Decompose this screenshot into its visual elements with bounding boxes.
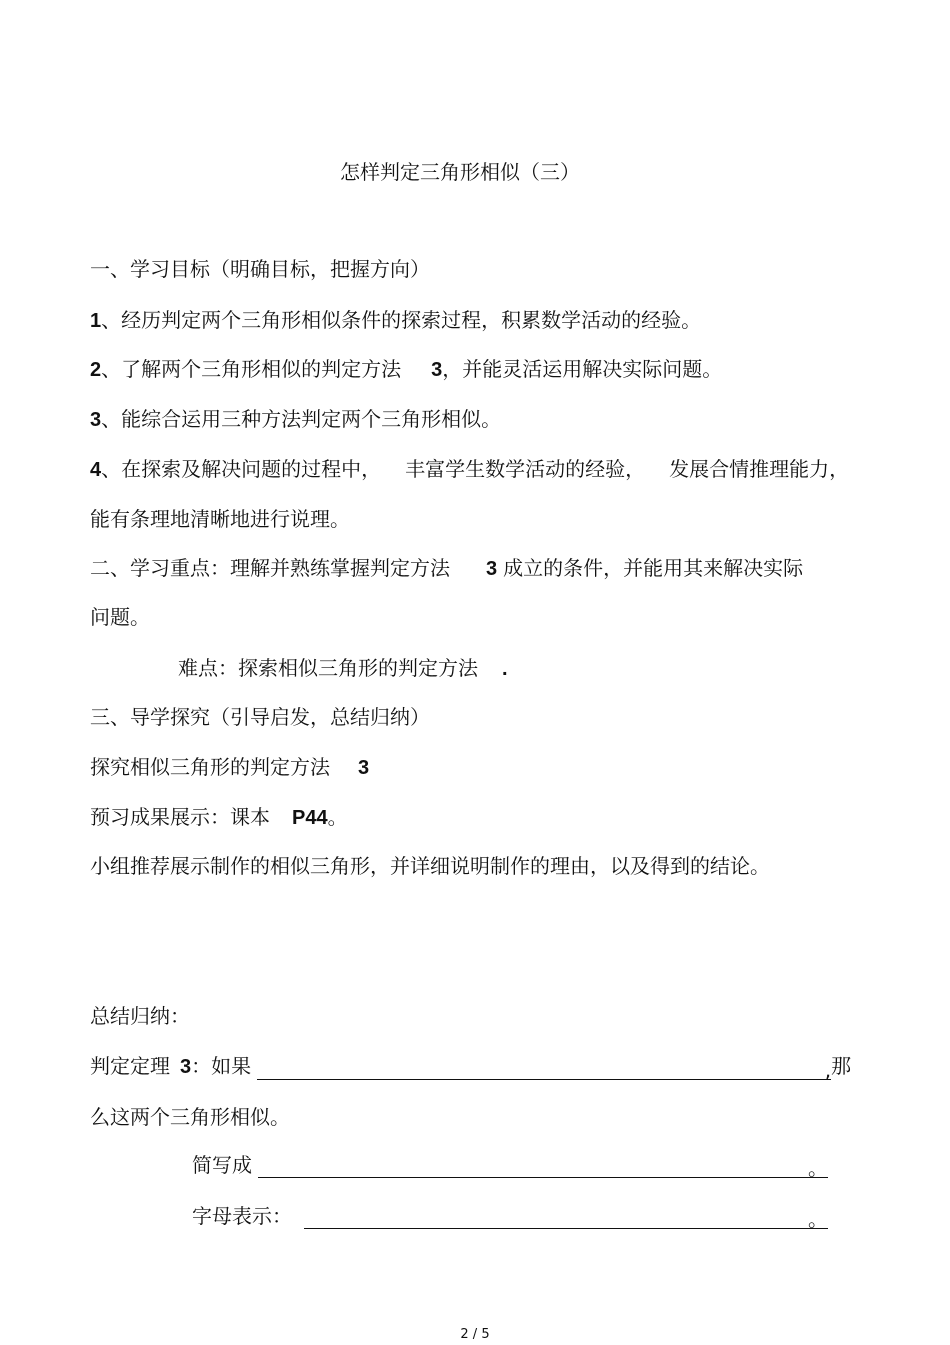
objective-3-text: 、能综合运用三种方法判定两个三角形相似。 bbox=[101, 407, 502, 431]
objective-2-num: 2 bbox=[90, 359, 102, 381]
short-form-blank[interactable] bbox=[258, 1155, 828, 1178]
theorem-blank[interactable] bbox=[257, 1057, 831, 1080]
difficulty-end: . bbox=[502, 658, 508, 680]
summary-heading: 总结归纳： bbox=[90, 1004, 190, 1028]
theorem-label: 判定定理 bbox=[90, 1054, 170, 1078]
explore-text: 探究相似三角形的判定方法 bbox=[90, 755, 330, 779]
letter-form-blank[interactable] bbox=[304, 1206, 828, 1229]
group-line: 小组推荐展示制作的相似三角形，并详细说明制作的理由，以及得到的结论。 bbox=[90, 854, 770, 878]
objective-1-text: 、经历判定两个三角形相似条件的探索过程，积累数学活动的经验。 bbox=[101, 308, 702, 332]
theorem-then: 那 bbox=[831, 1054, 852, 1078]
explore-num: 3 bbox=[358, 757, 370, 779]
objective-3-num: 3 bbox=[90, 409, 102, 431]
page-number: 2 / 5 bbox=[460, 1327, 490, 1342]
section2-heading-cont: 问题。 bbox=[90, 605, 150, 629]
theorem-comma: , bbox=[824, 1058, 832, 1082]
theorem-num: 3 bbox=[180, 1056, 192, 1078]
preview-end: 。 bbox=[327, 805, 348, 829]
objective-1 bbox=[90, 307, 701, 334]
objective-4-text-c: 发展合情推理能力， bbox=[669, 457, 850, 481]
preview-page: P44 bbox=[292, 807, 328, 829]
section2-method-num: 3 bbox=[486, 558, 498, 580]
difficulty bbox=[178, 655, 508, 682]
letter-form-end: 。 bbox=[808, 1207, 828, 1231]
letter-form-label: 字母表示： bbox=[192, 1204, 292, 1228]
section2-heading bbox=[90, 555, 803, 582]
objective-3 bbox=[90, 406, 501, 433]
theorem-if: ：如果 bbox=[191, 1054, 252, 1078]
theorem-line bbox=[90, 1053, 851, 1080]
theorem-cont: 么这两个三角形相似。 bbox=[90, 1105, 290, 1129]
objective-4-text-b: 丰富学生数学活动的经验， bbox=[405, 457, 646, 481]
objective-4-num: 4 bbox=[90, 459, 102, 481]
section1-heading: 一、学习目标（明确目标，把握方向） bbox=[90, 257, 430, 281]
objective-1-num: 1 bbox=[90, 310, 102, 332]
preview-line bbox=[90, 804, 348, 831]
section3-heading: 三、导学探究（引导启发，总结归纳） bbox=[90, 705, 430, 729]
objective-4-text-a: 、在探索及解决问题的过程中， bbox=[101, 457, 382, 481]
section2-heading-a: 二、学习重点：理解并熟练掌握判定方法 bbox=[90, 556, 450, 580]
section2-heading-b: 成立的条件，并能用其来解决实际 bbox=[503, 556, 804, 580]
explore-line bbox=[90, 754, 369, 781]
difficulty-text: 难点：探索相似三角形的判定方法 bbox=[178, 656, 478, 680]
short-form-line bbox=[192, 1152, 828, 1178]
short-form-label: 简写成 bbox=[192, 1153, 252, 1177]
page-title: 怎样判定三角形相似（三） bbox=[340, 160, 580, 184]
objective-2 bbox=[90, 356, 722, 383]
objective-2-text-a: 、了解两个三角形相似的判定方法 bbox=[101, 357, 402, 381]
letter-form-line bbox=[192, 1203, 828, 1229]
objective-2-method-num: 3 bbox=[431, 359, 443, 381]
preview-text: 预习成果展示：课本 bbox=[90, 805, 270, 829]
objective-4-cont: 能有条理地清晰地进行说理。 bbox=[90, 507, 350, 531]
objective-4 bbox=[90, 456, 849, 483]
objective-2-text-b: ，并能灵活运用解决实际问题。 bbox=[442, 357, 723, 381]
short-form-end: 。 bbox=[808, 1156, 828, 1180]
